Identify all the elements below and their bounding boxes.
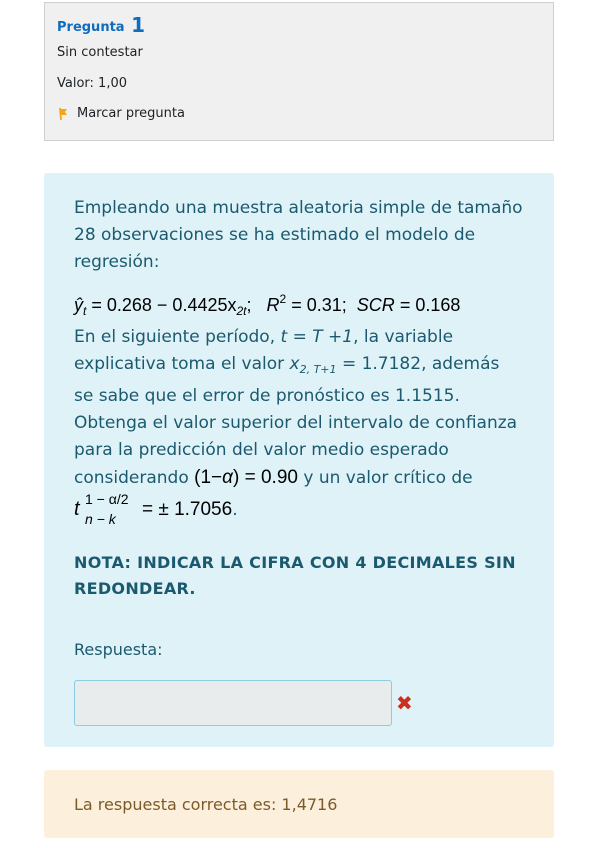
answer-input[interactable] bbox=[74, 680, 392, 726]
question-number: 1 bbox=[131, 13, 146, 37]
critical-value-end: . bbox=[232, 500, 238, 520]
formula-lhs: ŷ bbox=[74, 295, 83, 315]
correct-answer-feedback bbox=[44, 770, 554, 838]
question-status: Sin contestar bbox=[57, 45, 143, 60]
confidence-alpha: α bbox=[222, 467, 233, 488]
answer-row bbox=[74, 680, 524, 726]
flag-question-link[interactable] bbox=[57, 106, 541, 121]
formula-scr-value: = 0.168 bbox=[399, 295, 461, 315]
correct-answer-text: La respuesta correcta es: 1,4716 bbox=[74, 794, 338, 814]
flag-icon bbox=[57, 107, 69, 121]
body-variable-sub: 2, T+1 bbox=[299, 363, 337, 376]
confidence-value: = 0.90 bbox=[244, 467, 298, 488]
body-text-4: y un valor crítico de bbox=[303, 468, 473, 488]
question-note: NOTA: INDICAR LA CIFRA CON 4 DECIMALES SIN REDONDEAR. bbox=[74, 553, 516, 598]
question-intro: Empleando una muestra aleatoria simple de tamaño 28 observaciones se ha estimado el modelo de regresión: bbox=[74, 198, 523, 272]
question-body bbox=[74, 324, 524, 527]
critical-value-sub: n − k bbox=[85, 511, 116, 527]
critical-value-t: t bbox=[74, 498, 80, 520]
formula-rhs-sub: 2t bbox=[236, 304, 247, 318]
formula-r2-value: = 0.31; bbox=[291, 295, 347, 315]
question-info bbox=[44, 2, 554, 141]
critical-value: = ± 1.7056 bbox=[142, 499, 233, 520]
critical-value-symbol bbox=[74, 491, 142, 527]
critical-value-sup: 1 − α/2 bbox=[85, 491, 129, 507]
confidence-close: ) bbox=[232, 467, 240, 488]
question-title bbox=[57, 13, 541, 37]
question-content bbox=[44, 173, 554, 747]
formula-rhs: = 0.268 − 0.4425x bbox=[91, 295, 237, 315]
body-text-2: , la variable explicativa toma el valor bbox=[74, 327, 454, 374]
incorrect-icon: ✖ bbox=[396, 691, 413, 715]
formula-scr-label: SCR bbox=[356, 295, 395, 315]
flag-question-label: Marcar pregunta bbox=[77, 106, 185, 121]
body-text-1: En el siguiente período, bbox=[74, 327, 276, 347]
body-variable-name: x bbox=[289, 354, 300, 374]
confidence-level bbox=[194, 467, 298, 488]
answer-label: Respuesta: bbox=[74, 640, 163, 659]
formula-r2-label: R bbox=[266, 295, 280, 315]
confidence-open: (1− bbox=[194, 467, 223, 488]
question-value: Valor: 1,00 bbox=[57, 76, 127, 91]
regression-formula: $ŷ_t = 0.268 - 0.4425x_{2t}$; $R^2 = 0.31$; SCR = 0.168 bbox=[74, 292, 461, 318]
body-period: t = T +1 bbox=[280, 327, 354, 347]
body-variable bbox=[290, 354, 337, 374]
formula-r2-sup: 2 bbox=[279, 292, 287, 306]
question-label: Pregunta bbox=[57, 20, 125, 35]
body-text-3: = 1.7182, además se sabe que el error de pronóstico es 1.1515. Obtenga el valor superior del intervalo de confianza para la predicción del valor medio esperado considerando bbox=[74, 354, 518, 488]
formula-lhs-sub: t bbox=[83, 304, 87, 318]
